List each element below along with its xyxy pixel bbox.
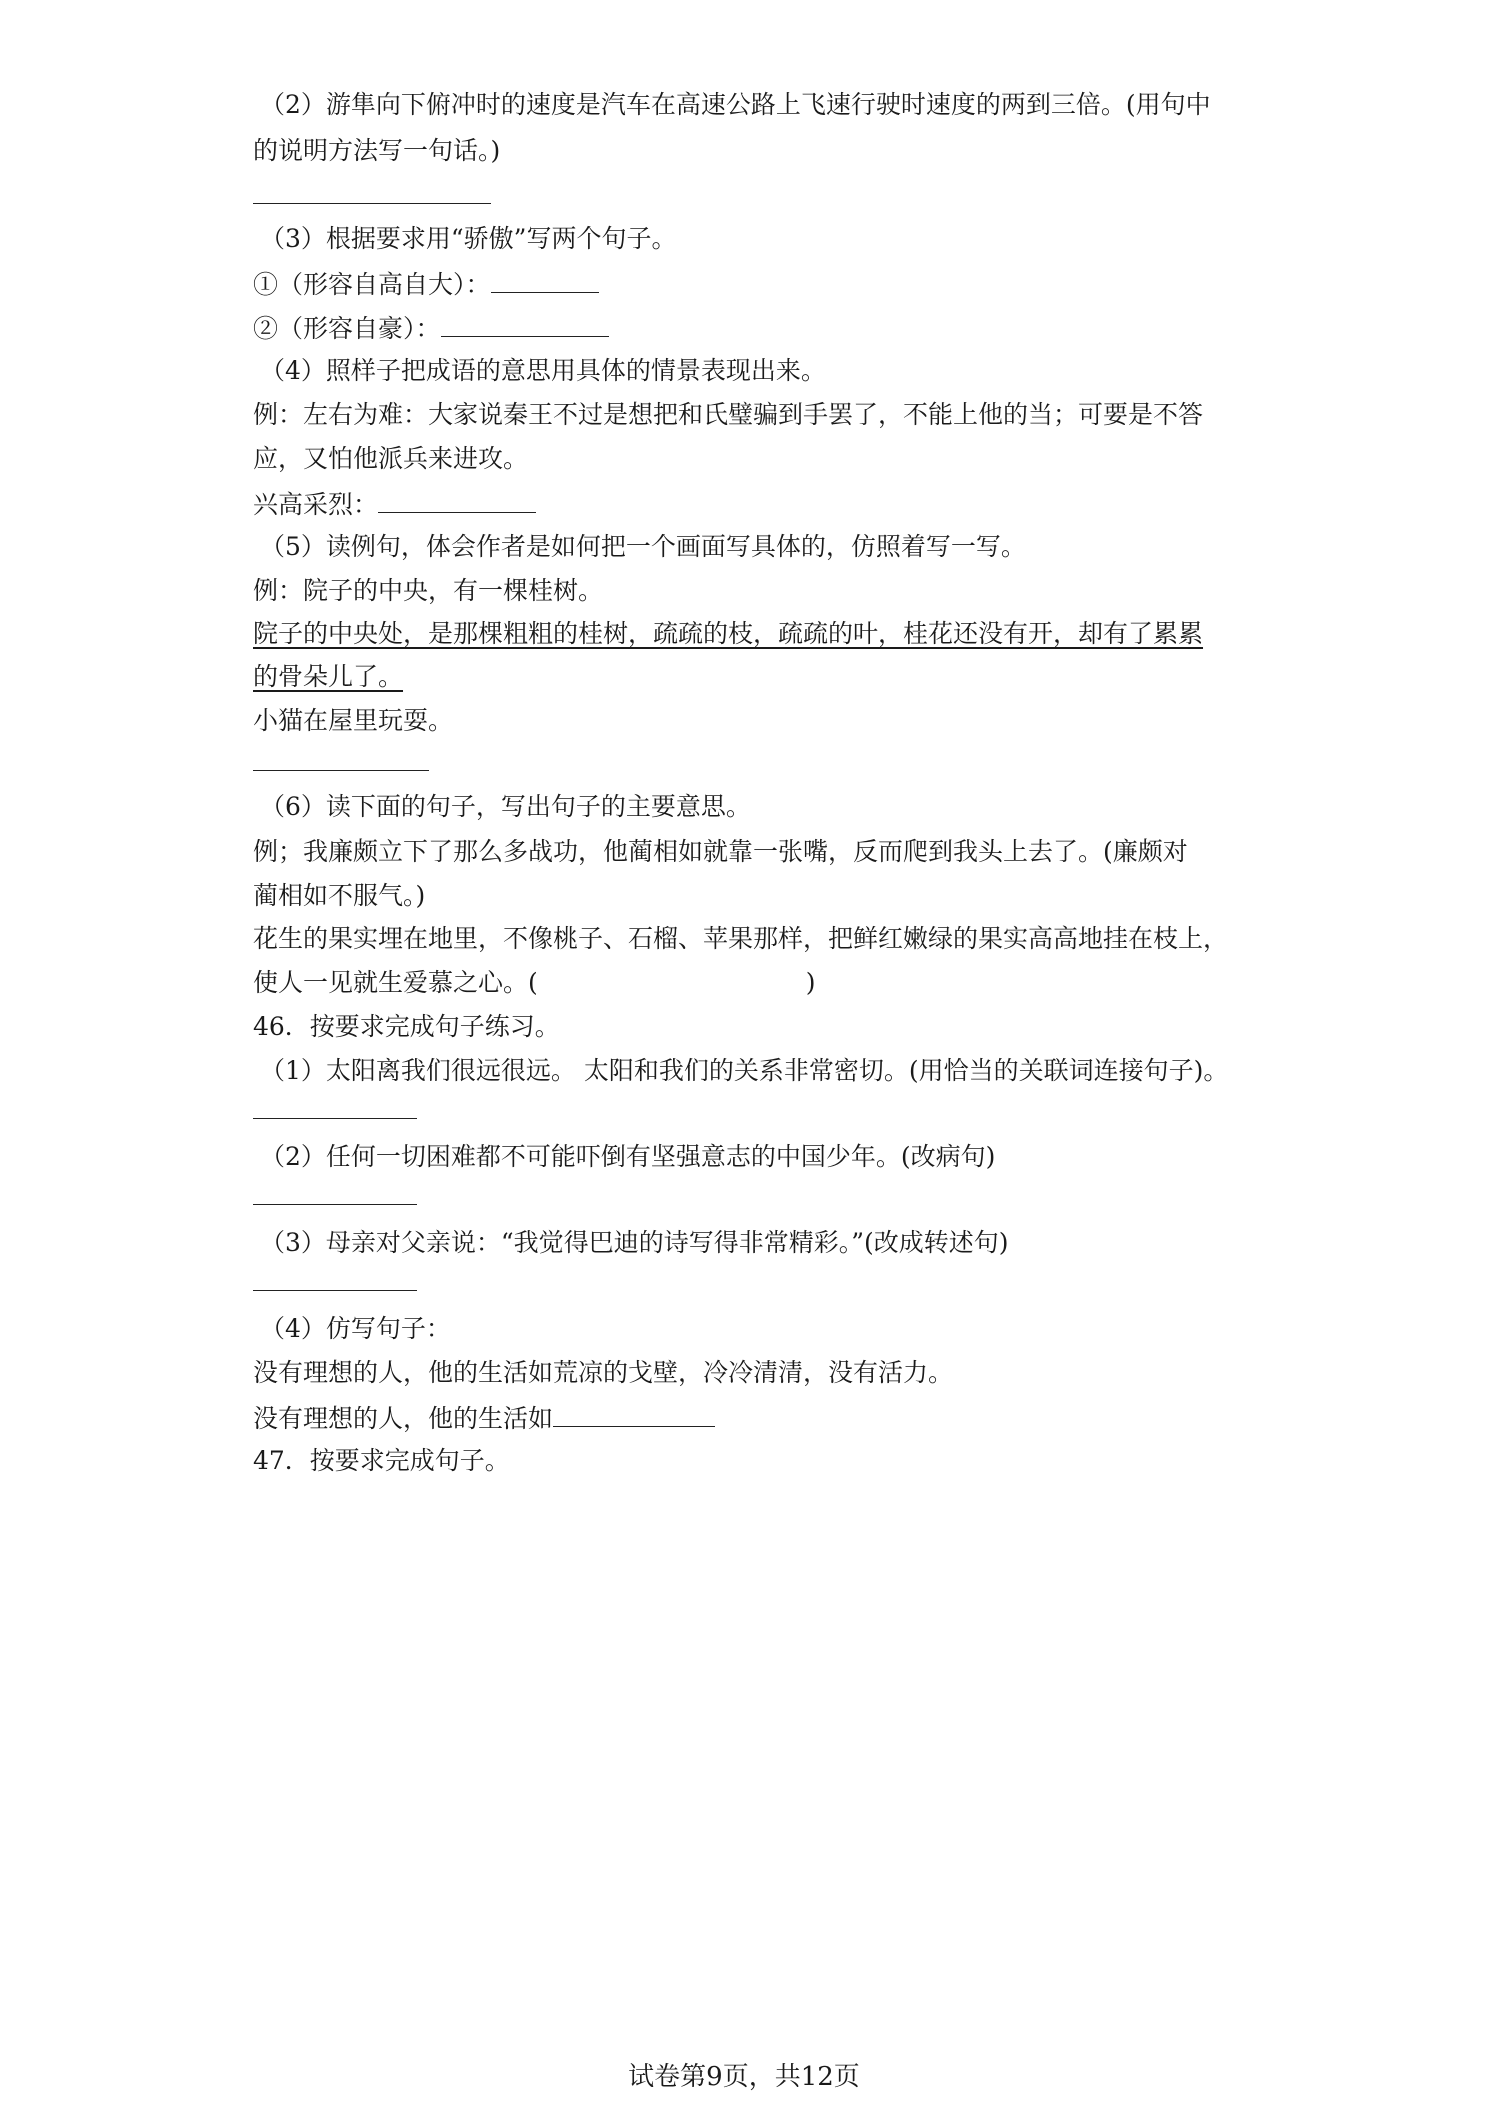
q46-4-task [253,1400,715,1436]
q45-5-example: 例：院子的中央，有一棵桂树。 [253,576,604,605]
q45-5-model-line1: 院子的中央处，是那棵粗粗的桂树，疏疏的枝，疏疏的叶，桂花还没有开，却有了累累 [253,619,1204,648]
q45-3-item2 [253,310,609,346]
answer-line-q46-2[interactable] [253,1204,417,1205]
answer-line-q45-2[interactable] [253,203,491,204]
q45-6-task-text: 使人一见就生爱慕之心。( [253,968,538,997]
page-footer: 试卷第9页，共12页 [628,2062,860,2092]
answer-blank-q45-3-1[interactable] [491,266,599,293]
q45-4-example-line2: 应，又怕他派兵来进攻。 [253,444,529,473]
q46-1-prompt: （1）太阳离我们很远很远。 太阳和我们的关系非常密切。(用恰当的关联词连接句子)。 [260,1056,1229,1085]
q45-6-task-line1: 花生的果实埋在地里，不像桃子、石榴、苹果那样，把鲜红嫩绿的果实高高地挂在枝上， [253,924,1229,953]
q45-6-prompt: （6）读下面的句子，写出句子的主要意思。 [260,792,751,821]
q45-6-example-line2: 蔺相如不服气。) [253,881,426,910]
q45-3-item2-label: ②（形容自豪）： [253,314,441,343]
q46-4-task-text: 没有理想的人，他的生活如 [253,1404,554,1433]
closing-paren: ) [805,968,816,997]
q46-3-prompt: （3）母亲对父亲说：“我觉得巴迪的诗写得非常精彩。”(改成转述句) [260,1228,1009,1257]
q46-4-example: 没有理想的人，他的生活如荒凉的戈壁，冷冷清清，没有活力。 [253,1358,954,1387]
q45-5-prompt: （5）读例句，体会作者是如何把一个画面写具体的，仿照着写一写。 [260,532,1026,561]
answer-blank-q46-4[interactable] [553,1400,715,1427]
q45-4-example-line1: 例：左右为难：大家说秦王不过是想把和氏璧骗到手罢了，不能上他的当；可要是不答 [253,400,1204,429]
q45-2-prompt-line1: （2）游隼向下俯冲时的速度是汽车在高速公路上飞速行驶时速度的两到三倍。(用句中 [260,90,1211,119]
answer-line-q45-5[interactable] [253,770,429,771]
q45-3-item1-label: ①（形容自高自大）： [253,270,491,299]
q45-5-task: 小猫在屋里玩耍。 [253,706,454,735]
q45-6-example-line1: 例；我廉颇立下了那么多战功，他蔺相如就靠一张嘴，反而爬到我头上去了。(廉颇对 [253,837,1188,866]
answer-line-q46-3[interactable] [253,1290,417,1291]
q46-2-prompt: （2）任何一切困难都不可能吓倒有坚强意志的中国少年。(改病句) [260,1142,996,1171]
q45-4-prompt: （4）照样子把成语的意思用具体的情景表现出来。 [260,356,826,385]
q45-4-item-label: 兴高采烈： [253,490,379,519]
q45-6-task-line2 [253,966,816,1000]
q46-heading: 46．按要求完成句子练习。 [253,1012,560,1041]
q47-heading: 47．按要求完成句子。 [253,1446,510,1475]
q45-2-prompt-line2: 的说明方法写一句话。) [253,136,501,165]
q45-4-item [253,486,536,522]
q45-5-model-line2: 的骨朵儿了。 [253,662,404,691]
q46-4-prompt: （4）仿写句子： [260,1314,451,1343]
q45-3-item1 [253,266,599,302]
q45-3-prompt: （3）根据要求用“骄傲”写两个句子。 [260,224,677,253]
answer-line-q46-1[interactable] [253,1118,417,1119]
answer-blank-q45-4[interactable] [378,486,536,513]
answer-blank-q45-3-2[interactable] [441,310,609,337]
